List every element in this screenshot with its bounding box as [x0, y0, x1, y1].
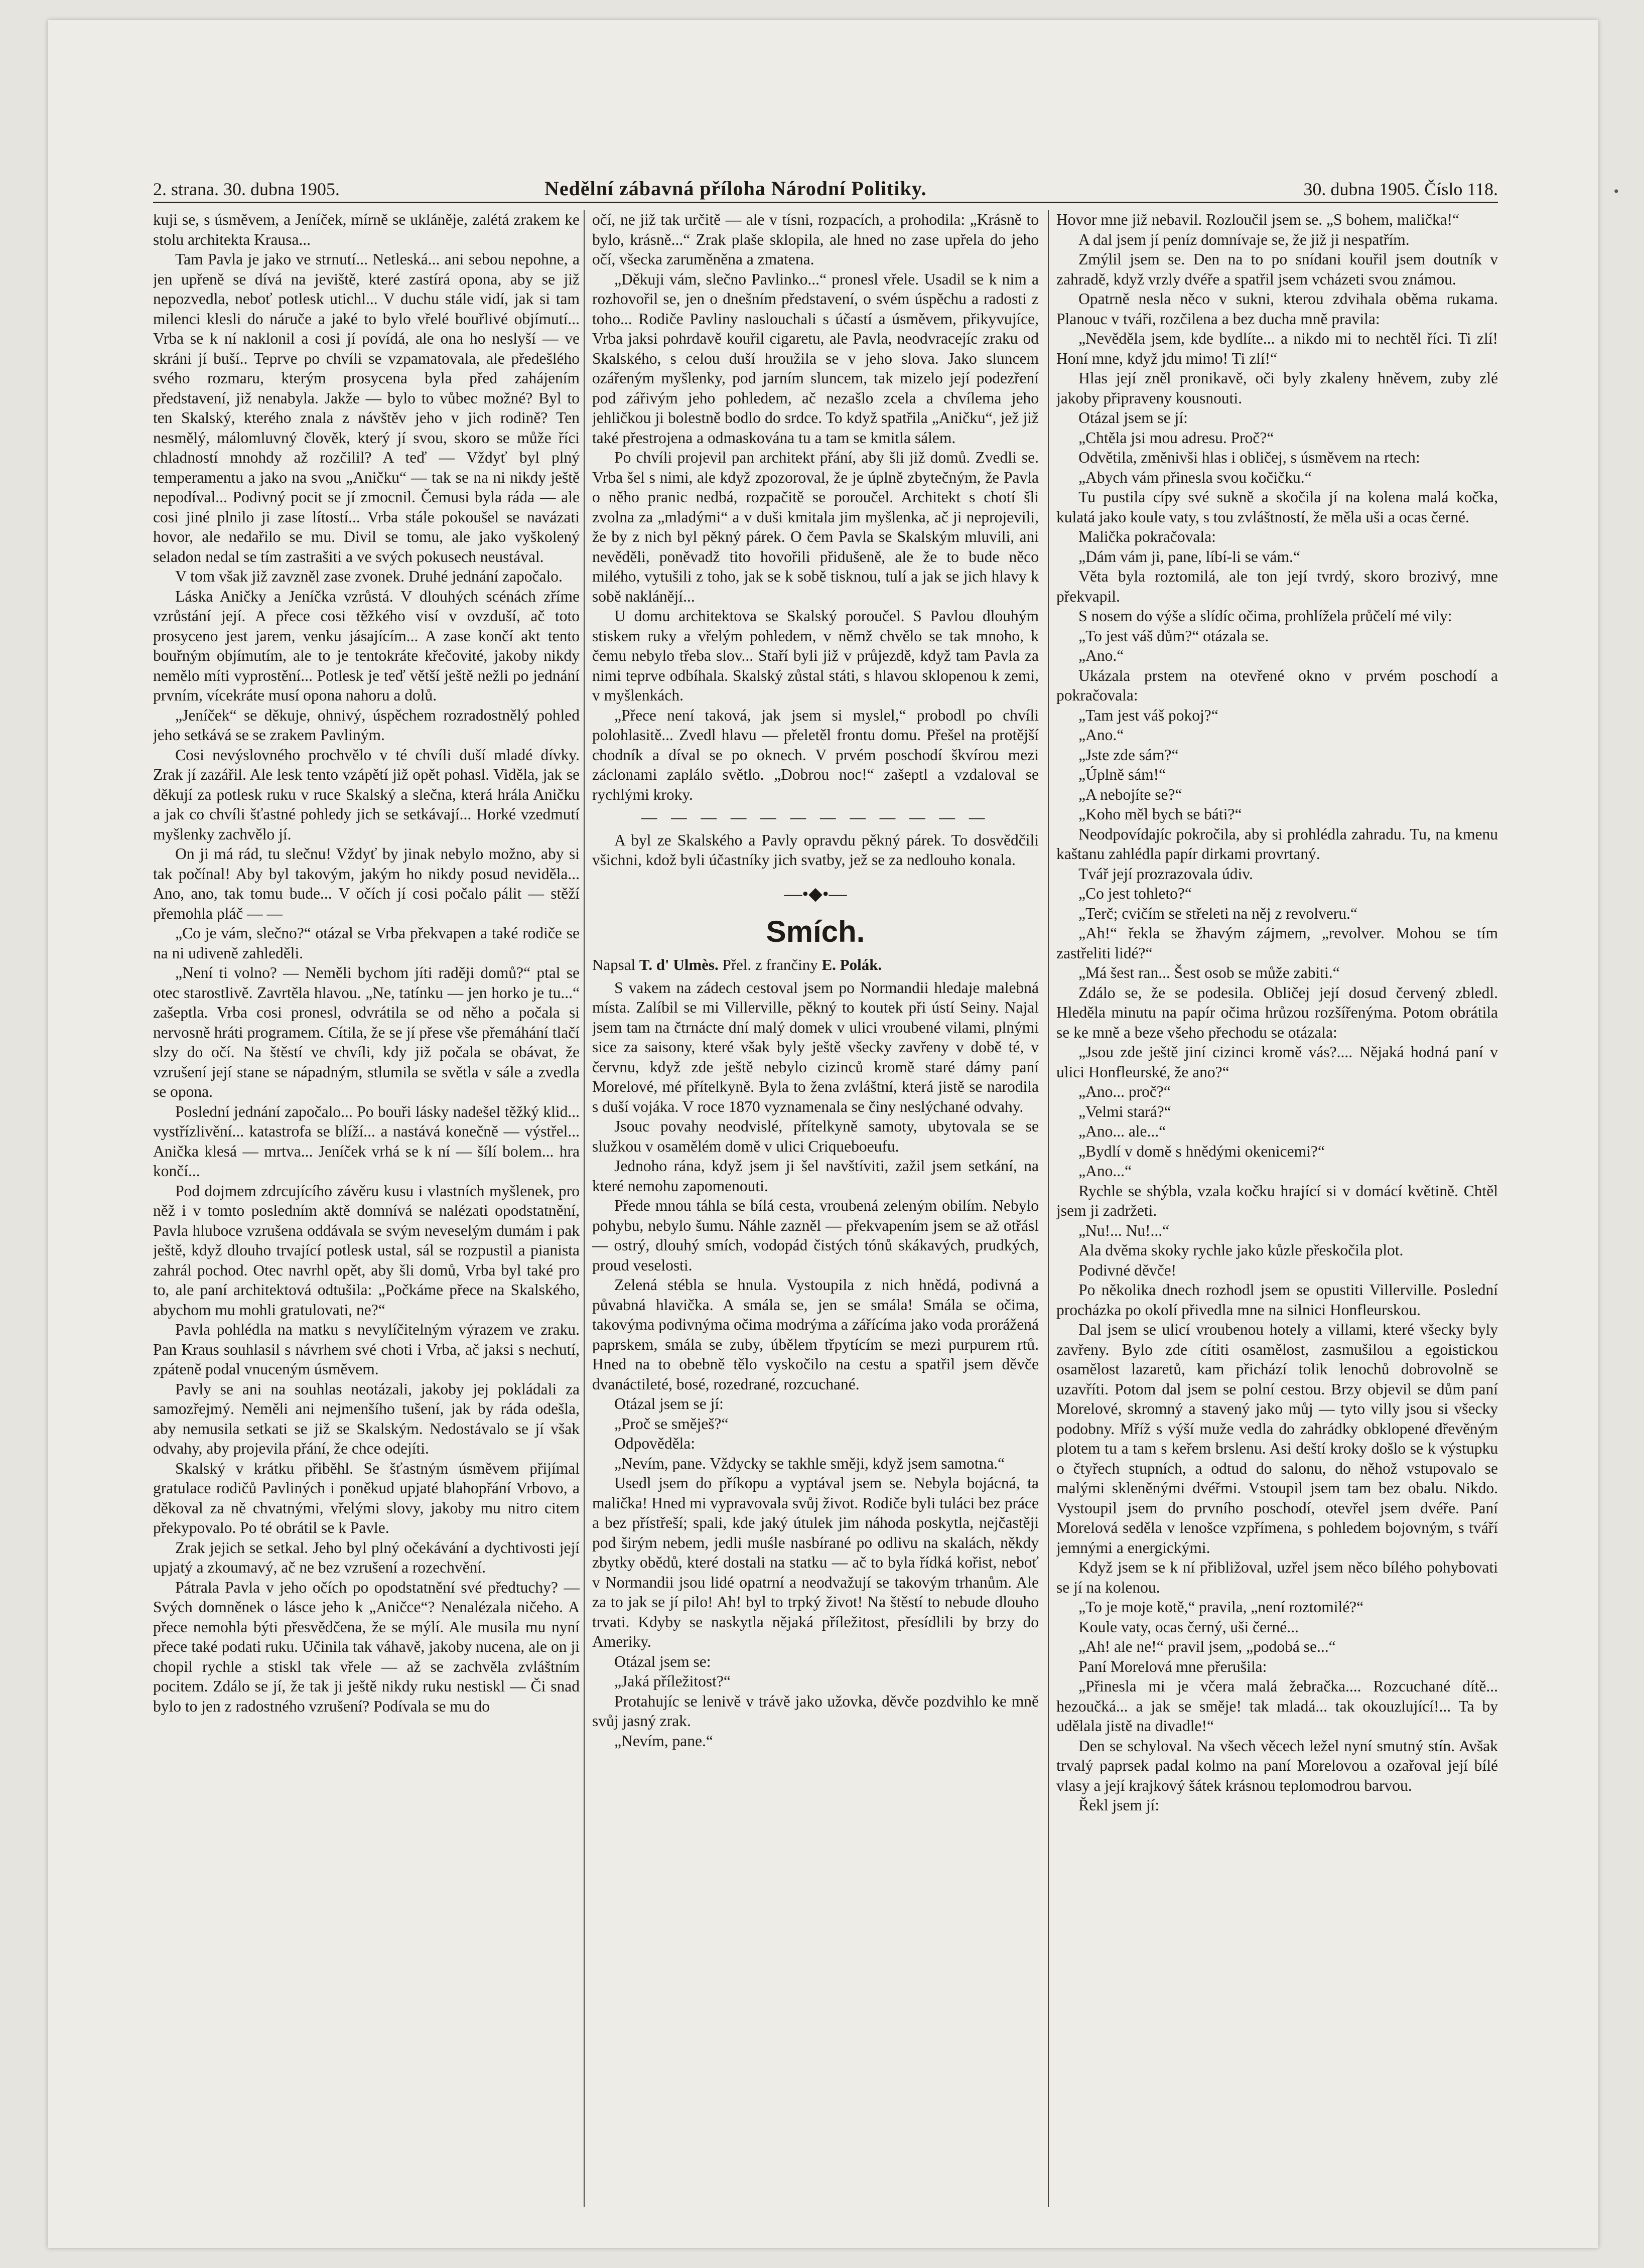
paragraph: A dal jsem jí peníz domnívaje se, že již ji nespatřím.	[1078, 230, 1410, 248]
paragraph: „Jeníček“ se děkuje, ohnivý, úspěchem rozradostnělý pohled jeho setkává se se zrakem Pavliným.	[153, 706, 580, 744]
paragraph: Paní Morelová mne přerušila:	[1078, 1657, 1267, 1675]
paragraph: „Terč; cvičím se střeleti na něj z revolveru.“	[1078, 904, 1357, 922]
paragraph: „Úplně sám!“	[1078, 766, 1166, 783]
paragraph: Zmýlil jsem se. Den na to po snídani kouřil jsem doutník v zahradě, když vrzly dvéře a spatřil jsem vcházeti svou známou.	[1056, 250, 1498, 288]
paragraph: „Chtěla jsi mou adresu. Proč?“	[1078, 429, 1274, 447]
paragraph: Pod dojmem zdrcujícího závěru kusu i vlastních myšlenek, pro něž i v tomto posledním aktě domnívá se nalézati opodstatnění, Pavla hluboce vzrušena oddávala se svým neveselým dumám i pak ještě, když dlouho trvající potlesk ustal, sál se rozpustil a pianista zahrál pochod. Otec navrhl opět, aby šli domů, Vrba byl také pro to, ale paní architektová odtušila: „Počkáme přece na Skalského, abychom mu mohli gratulovati, ne?“	[153, 1182, 580, 1319]
paragraph: „Velmi stará?“	[1078, 1102, 1171, 1120]
paragraph: „Nu!... Nu!...“	[1078, 1221, 1170, 1239]
paragraph: „Děkuji vám, slečno Pavlinko...“ pronesl vřele. Usadil se k nim a rozhovořil se, jen o dnešním představení, o svém úspěchu a radosti z toho... Rodiče Pavliny naslouchali s účastí a úsměvem, přikyvujíce, Vrba jaksi pohrdavě kouřil cigaretu, ale Pavla, neodvracejíc zraku od Skalského, s celou duší hroužila se v jeho slova. Jako sluncem ozářeným myšlenky, pod jarním sluncem, tak mizelo její podezření pod zářivým jeho pohledem, ač nezašlo zcela a chvílema jeho jehličkou ji bolestně bodlo do srdce. To když spatřila „Aničku“, jež již také přestrojena a odmaskována tu a tam se kmitla sálem.	[592, 270, 1039, 447]
paragraph: Pátrala Pavla v jeho očích po opodstatnění své předtuchy? — Svých domněnek o lásce jeho k „Aničce“? Nenalézala ničeho. A přece nemohla býti přesvědčena, že se mýlí. Ale musila mu nyní přece také podati ruku. Učinila tak váhavě, jakoby nucena, ale on ji chopil rychle a stiskl tak vřele — až se zachvěla zvláštním pocitem. Zdálo se jí, že tak ji ještě nikdy ruku nestiskl — Či snad bylo to jen z radostného vzrušení? Podívala se mu do	[153, 1578, 580, 1715]
paragraph: Otázal jsem se jí:	[1078, 409, 1188, 427]
paragraph: „Má šest ran... Šest osob se může zabiti.“	[1078, 964, 1340, 981]
paragraph: očí, ne již tak určitě — ale v tísni, rozpacích, a prohodila: „Krásně to bylo, krásně...“ Zrak plaše sklopila, ale hned no zase upřela do jeho očí, všecka zaruměněna a zmatena.	[592, 211, 1039, 268]
paragraph: „Ah!“ řekla se žhavým zájmem, „revolver. Mohou se tím zastřeliti lidé?“	[1056, 924, 1498, 962]
byline-translator: E. Polák.	[821, 956, 882, 973]
paragraph: „Nevím, pane.“	[614, 1732, 713, 1750]
paragraph: „Tam jest váš pokoj?“	[1078, 706, 1218, 724]
byline	[592, 955, 1039, 975]
paragraph: Zdálo se, že se podesila. Obličej její dosud červený zbledl. Hleděla minutu na papír očima hrůzou rozšířenýma. Potom obrátila se ke mně a beze všeho přechodu se otázala:	[1056, 983, 1498, 1041]
paragraph: Skalský v krátku přiběhl. Se šťastným úsměvem přijímal gratulace rodičů Pavliných i poněkud upjaté blahopřání Vrbovo, a děkoval za ně chvatnými, vřelými slovy, jakoby mu nitro citem překypovalo. Po té obrátil se k Pavle.	[153, 1459, 580, 1536]
paragraph: Věta byla roztomilá, ale ton její tvrdý, skoro brozivý, mne překvapil.	[1056, 568, 1498, 605]
byline-translation-note: Přel. z frančiny	[722, 956, 818, 973]
paragraph: Cosi nevýslovného prochvělo v té chvíli duší mladé dívky. Zrak jí zazářil. Ale lesk tento vzápětí již opět pohasl. Viděla, jak se děkují za potlesk ruku v ruce Skalský a slečna, která hrála Aničku a jak co chvíli šťastné pohledy jich se setkávají... Horké vzedmutí myšlenky zachvělo jí.	[153, 746, 580, 843]
column-rule	[584, 210, 585, 2207]
paragraph: Tvář její prozrazovala údiv.	[1078, 865, 1253, 883]
paragraph: Odpověděla:	[614, 1435, 696, 1452]
story-title: Smích.	[766, 915, 865, 948]
paragraph: „Koho měl bych se báti?“	[1078, 805, 1242, 823]
column-rule	[1048, 210, 1049, 2207]
paragraph: „A nebojíte se?“	[1078, 785, 1182, 803]
paragraph: Ukázala prstem na otevřené okno v prvém poschodí a pokračovala:	[1056, 666, 1498, 704]
page-header	[153, 177, 1498, 203]
paragraph: „Není ti volno? — Neměli bychom jíti raději domů?“ ptal se otec starostlivě. Zavrtěla hlavou. „Ne, tatínku — jen horko je tu...“ zašeptla. Vrba cosi pronesl, odvrátila se od něho a počala si nervosně hráti programem. Cítila, že se jí přese vše přemáhání tlačí slzy do očí. Na štěstí ve chvíli, kdy již počala se obávat, že vzrušení její stane se nápadným, stlumila se světla v sále a zvedla se opona.	[153, 964, 580, 1100]
paragraph: „Přinesla mi je včera malá žebračka.... Rozcuchané dítě... hezoučká... a jak se směje! tak mladá... tak okouzlující!... Ta by udělala jistě na divadle!“	[1056, 1677, 1498, 1735]
paragraph: Opatrně nesla něco v sukni, kterou zdvihala oběma rukama. Planouc v tváři, rozčilena a bez ducha mně pravila:	[1056, 290, 1498, 328]
paragraph: Tu pustila cípy své sukně a skočila jí na kolena malá kočka, kulatá jako koule vaty, s tou zvláštností, že měla uši a ocas černé.	[1056, 488, 1498, 526]
paragraph: kuji se, s úsměvem, a Jeníček, mírně se ukláněje, zalétá zrakem ke stolu architekta Krausa...	[153, 211, 580, 248]
paragraph: Koule vaty, ocas černý, uši černé...	[1078, 1618, 1299, 1636]
header-publication-title: Nedělní zábavná příloha Národní Politiky.	[544, 177, 927, 200]
paragraph: „Co je vám, slečno?“ otázal se Vrba překvapen a také rodiče se na ni udiveně zahleděli.	[153, 924, 580, 962]
paragraph: „Ano... proč?“	[1078, 1083, 1171, 1100]
paragraph: On ji má rád, tu slečnu! Vždyť by jinak nebylo možno, aby si tak počínal! Aby byl takovým, jakým ho nikdy posud neviděla... Ano, ano, tak tomu bude... V očích jí cosi počalo pálit — stěží přemohla pláč — —	[153, 845, 580, 922]
paragraph: Otázal jsem se:	[614, 1652, 711, 1670]
paragraph: Podivné děvče!	[1078, 1261, 1177, 1279]
paragraph: S nosem do výše a slídíc očima, prohlížela průčelí mé vily:	[1078, 607, 1452, 625]
paragraph: Ala dvěma skoky rychle jako kůzle přeskočila plot.	[1078, 1241, 1404, 1259]
paragraph: „To je moje kotě,“ pravila, „není roztomilé?“	[1078, 1598, 1364, 1616]
paragraph: „Ano...“	[1078, 1162, 1132, 1180]
column-1	[153, 210, 580, 2207]
paragraph: „To jest váš dům?“ otázala se.	[1078, 627, 1269, 645]
paragraph: „Dám vám ji, pane, líbí-li se vám.“	[1078, 547, 1300, 565]
paragraph: „Nevím, pane. Vždycky se takhle směji, když jsem samotna.“	[614, 1454, 1005, 1472]
paragraph: „Jaká příležitost?“	[614, 1672, 731, 1690]
section-separator: — — — — — — — — — — — —	[641, 808, 990, 826]
paragraph: Otázal jsem se jí:	[614, 1395, 724, 1412]
paragraph: Den se schyloval. Na všech věcech ležel nyní smutný stín. Avšak trvalý paprsek padal kolmo na paní Morelovou a ozařoval její bílé vlasy a její krajkový šátek krásnou teplomodrou barvou.	[1056, 1737, 1498, 1794]
paragraph: Zrak jejich se setkal. Jeho byl plný očekávání a dychtivosti její upjatý a zkoumavý, ač ne bez vzrušení a rozechvění.	[153, 1538, 580, 1576]
paragraph: Přede mnou táhla se bílá cesta, vroubená zeleným obilím. Nebylo pohybu, nebylo šumu. Náhle zazněl — překvapením jsem se až otřásl — ostrý, dlouhý smích, vodopád čistých tónů skákavých, prudkých, proud veselosti.	[592, 1197, 1039, 1274]
paragraph: Usedl jsem do příkopu a vyptával jsem se. Nebyla bojácná, ta malička! Hned mi vypravovala svůj život. Rodiče byli tuláci bez práce a bez přístřeší; spali, kde jaký útulek jim náhoda poskytla, nejčastěji pod širým nebem, jedli muśle nasbírané po odlivu na skalách, někdy zbytky obědů, které dostali na statku — ač to byla řídká kořist, neboť v Normandii jsou lidé opatrní a neodvažují se takovým trhanům. Ale za to jak se jí pilo! Ah! byl to trpký život! Na štěstí to nebude dlouho trvati. Kdyby se naskytla nějaká příležitost, přesídlili by brzy do Ameriky.	[592, 1474, 1039, 1650]
paragraph: Neodpovídajíc pokročila, aby si prohlédla zahradu. Tu, na kmenu kaštanu zahlédla papír dirkami provrtaný.	[1056, 825, 1498, 863]
paragraph: A byl ze Skalského a Pavly opravdu pěkný párek. To dosvědčili všichni, kdož byli účastníky jich svatby, jež se za nedlouho konala.	[592, 831, 1039, 869]
paragraph: S vakem na zádech cestoval jsem po Normandii hledaje malebná místa. Zalíbil se mi Villerville, pěkný to koutek při ústí Seiny. Najal jsem tam na čtrnácte dní malý domek v ulici vroubené vilami, plnými sice za saisony, které však byly ještě všecky zavřeny v době té, v červnu, když zde ještě nebylo cizinců kromě staré dámy paní Morelové, mé přítelkyně. Byla to žena zvláštní, která jistě se narodila s duší vojáka. V roce 1870 vyznamenala se činy neslýchané odvahy.	[592, 978, 1039, 1115]
byline-prefix: Napsal	[592, 956, 636, 973]
paragraph: Jednoho rána, když jsem ji šel navštíviti, zažil jsem setkání, na které nemohu zapomenouti.	[592, 1157, 1039, 1195]
paragraph: „Co jest tohleto?“	[1078, 885, 1192, 902]
paragraph: Tam Pavla je jako ve strnutí... Netleská... ani sebou nepohne, a jen upřeně se dívá na jeviště, které zastírá opona, aby se již nepozvedla, neboť potlesk utichl... V duchu stále vidí, jak si tam milenci klesli do náruče a jaké to bylo vřelé bouřlivé objímutí... Vrba se k ní naklonil a cosi jí povídá, ale ona ho neslyší — ve skráni jí buší.. Teprve po chvíli se vzpamatovala, ale předešlého svého rozmaru, kterým prosycena byla před zahájením představení, již nenabyla. Jakže — bylo to vůbec možné? Byl to ten Skalský, kterého znala z návštěv jeho v jich rodině? Ten nesmělý, málomluvný člověk, který jí svou, skoro se může říci chladností mnohdy až rozčilil? A teď — Vždyť byl plný temperamentu a jako na svou „Aničku“ — tak se na ni nikdy ještě nepodíval... Podivný pocit se jí zmocnil. Čemusi byla ráda — ale cosi jiné plnilo ji zase lítostí... Vrba stále pokoušel se navázati hovor, ale nedařilo se mu. Divil se tomu, ale jako vyškolený seladon nedal se tím zastrašiti a ve svých pokusech neustával.	[153, 250, 580, 565]
paragraph: Rychle se shýbla, vzala kočku hrající si v domácí květině. Chtěl jsem ji zadržeti.	[1056, 1182, 1498, 1219]
paragraph: „Jsou zde ještě jiní cizinci kromě vás?.... Nějaká hodná paní v ulici Honfleurské, že ano?“	[1056, 1043, 1498, 1081]
paragraph: „Abych vám přinesla svou kočičku.“	[1078, 468, 1312, 486]
paragraph: Když jsem se k ní přibližoval, uzřel jsem něco bílého pohybovati se jí na kolenou.	[1056, 1558, 1498, 1596]
paragraph: Zelená stébla se hnula. Vystoupila z nich hnědá, podivná a půvabná hlavička. A smála se, jen se smála! Smála se očima, takovýma podivnýma očima modrýma a zářícíma jako voda prorážená paprskem, smála se zuby, úbělem třpytícím se mezi purpurem rtů. Hned na to obebně tělo vyskočilo na cestu a spatřil jsem děvče dvanáctileté, bosé, rozedrané, rozcuchané.	[592, 1276, 1039, 1393]
paragraph: Dal jsem se ulicí vroubenou hotely a villami, které všecky byly zavřeny. Bylo zde cítiti osamělost, zasmušilou a egoistickou osamělost lazaretů, kam přichází tolik lenochů dobrovolně se uzavříti. Potom dal jsem se polní cestou. Brzy objevil se dům paní Morelové, skromný a stavený jako můj — tyto villy jsou si všecky podobny. Mříž s výší muže vedla do zahrádky obklopené dřevěným plotem tu a tam s keřem brslenu. Asi deští kroky došlo se k výstupku o čtyřech stupních, a odtud do salonu, do něhož vstupovalo se malými skleněnými dvéřmi. Vstoupil jsem tam bez obalu. Nikdo. Vystoupil jsem do prvního poschodí, otevřel jsem dvéře. Paní Morelová seděla v lenošce vzpřímena, s pohledem bojovným, s tváří jemnými a energickými.	[1056, 1321, 1498, 1556]
paragraph: „Ah! ale ne!“ pravil jsem, „podobá se...“	[1078, 1638, 1336, 1655]
paragraph: Hovor mne již nebavil. Rozloučil jsem se. „S bohem, malička!“	[1056, 211, 1460, 228]
paragraph: Řekl jsem jí:	[1078, 1796, 1160, 1814]
paragraph: „Bydlí v domě s hnědými okenicemi?“	[1078, 1142, 1325, 1160]
paragraph: „Přece není taková, jak jsem si myslel,“ probodl po chvíli polohlasitě... Zvedl hlavu — přeletěl frontu domu. Přešel na protější chodník a díval se po oknech. V prvém poschodí škvírou mezi záclonami zaplálo světlo. „Dobrou noc!“ zašeptl a vzdaloval se rychlými kroky.	[592, 706, 1039, 803]
paragraph: „Ano.“	[1078, 647, 1124, 664]
paragraph: „Proč se směješ?“	[614, 1414, 729, 1433]
paragraph: „Ano.“	[1078, 726, 1124, 744]
paragraph: Hlas její zněl pronikavě, oči byly zkaleny hněvem, zuby zlé jakoby připraveny kousnouti.	[1056, 369, 1498, 407]
edge-mark: •	[1613, 183, 1619, 200]
paragraph: „Nevěděla jsem, kde bydlíte... a nikdo mi to nechtěl říci. Ti zlí! Honí mne, když jdu mimo! Ti zlí!“	[1056, 330, 1498, 367]
paragraph: Po chvíli projevil pan architekt přání, aby šli již domů. Zvedli se. Vrba šel s nimi, ale když zpozoroval, že je úplně zbytečným, že Pavla o něho pranic nedbá, rozpačitě se poroučel. Architekt s chotí šli zvolna za „mladými“ a v duši kmitala jim myšlenka, ač ji neprojevili, že by z nich byl pěkný párek. O čem Pavla se Skalským mluvili, ani nevěděli, poněvadž tito hovořili přidušeně, ale že to bude něco milého, vytušili z toho, jak se k sobě tisknou, tulí a jak se jich hlavy k sobě naklánějí...	[592, 449, 1039, 605]
paragraph: „Jste zde sám?“	[1078, 746, 1179, 764]
paragraph: Poslední jednání započalo... Po bouři lásky nadešel těžký klid... vystřízlivění... katastrofa se blíží... a nastává konečně — výstřel... Anička klesá — mrtva... Jeníček vrhá se k ní — šílí bolem... hra končí...	[153, 1102, 580, 1180]
paragraph: V tom však již zavzněl zase zvonek. Druhé jednání započalo.	[175, 568, 563, 585]
paragraph: Malička pokračovala:	[1078, 528, 1216, 545]
column-3	[1056, 210, 1498, 2207]
paragraph: Láska Aničky a Jeníčka vzrůstá. V dlouhých scénách zříme vzrůstání její. A přece cosi těžkého visí v ovzduší, ač toto prosyceno jest jarem, venku jásajícím... A zase končí akt tento bouřným objímutím, ale to je tentokráte křečovité, jakoby nikdy nemělo míti vyprostění... Potlesk je teď větší ještě nežli po jednání prvním, vícekráte musí opona nahoru a dolů.	[153, 587, 580, 704]
header-issue-number: 30. dubna 1905. Číslo 118.	[1303, 179, 1498, 199]
paragraph: Odvětila, změnivši hlas i obličej, s úsměvem na rtech:	[1078, 449, 1420, 466]
column-2	[592, 210, 1039, 2207]
header-page-date: 2. strana. 30. dubna 1905.	[153, 179, 340, 199]
paragraph: Pavly se ani na souhlas neotázali, jakoby jej pokládali za samozřejmý. Neměli ani nejmenšího tušení, jak by ráda odešla, aby nemusila setkati se již se Skalským. Nedostávalo se jí však odvahy, aby projevila přání, že chce odejíti.	[153, 1380, 580, 1457]
paragraph: Protahujíc se lenivě v trávě jako užovka, děvče pozdvihlo ke mně svůj jasný zrak.	[592, 1692, 1039, 1730]
ornament-divider: —•◆•—	[784, 883, 847, 904]
paragraph: Po několika dnech rozhodl jsem se opustiti Villerville. Poslední procházka po okolí přivedla mne na silnici Honfleurskou.	[1056, 1281, 1498, 1319]
paragraph: Jsouc povahy neodvislé, přítelkyně samoty, ubytovala se se služkou v osamělém domě v ulici Criqueboeufu.	[592, 1117, 1039, 1155]
byline-author: T. d' Ulmès.	[639, 956, 719, 973]
paragraph: Pavla pohlédla na matku s nevylíčitelným výrazem ve zraku. Pan Kraus souhlasil s návrhem své choti i Vrba, ač jaksi s nechutí, zpáteně podal vnuceným úsměvem.	[153, 1321, 580, 1378]
paragraph: „Ano... ale...“	[1078, 1122, 1166, 1140]
paragraph: U domu architektova se Skalský poroučel. S Pavlou dlouhým stiskem ruky a vřelým pohledem, v němž chvělo se tak mnoho, k čemu nebylo třeba slov... Staří byli již v průjezdě, když tam Pavla za nimi teprve odbíhala. Skalský zůstal státi, s hlavou sklopenou k zemi, v myšlenkách.	[592, 607, 1039, 704]
